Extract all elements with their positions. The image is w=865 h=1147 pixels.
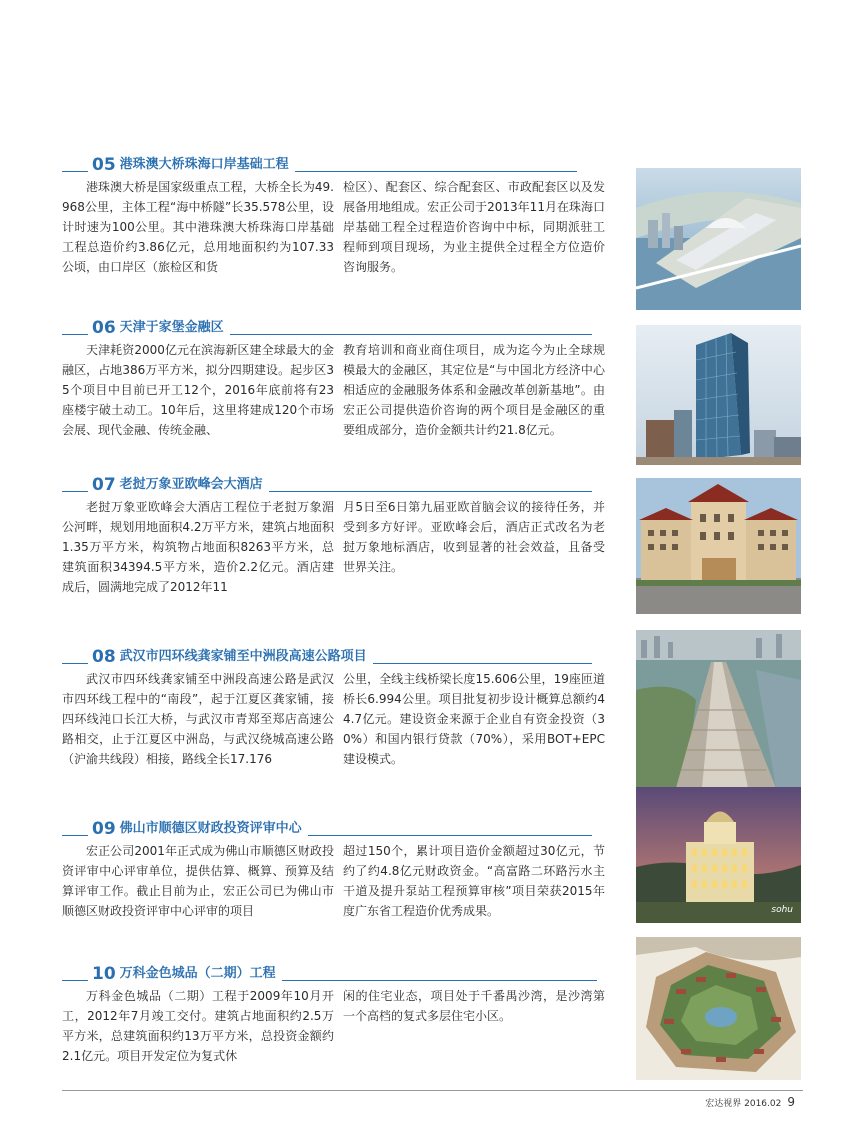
body-right: 检区）、配套区、综合配套区、市政配套区以及发展备用地组成。宏正公司于2013年11月在珠海口岸基础工程全过程造价咨询中中标，同期派驻工程师到项目现场，为业主提供全过程全方位造价咨询服务。 — [343, 180, 605, 274]
section-heading — [62, 471, 592, 495]
body-left: 武汉市四环线龚家铺至中洲段高速公路是武汉市四环线工程中的“南段”，起于江夏区龚家铺，接四环线沌口长江大桥，与武汉市青郑至郑店高速公路相交，止于江夏区中洲岛，与武汉绕城高速公路（沪渝共线段）相接，路线全长17.176 — [62, 672, 334, 766]
photo-hotel — [636, 478, 801, 614]
section-number: 05 — [92, 155, 116, 175]
photo-bridge-port — [636, 168, 801, 310]
photo-residential-site-plan — [636, 937, 801, 1080]
body-left: 港珠澳大桥是国家级重点工程，大桥全长为49.968公里，主体工程“海中桥隧”长35.578公里，设计时速为100公里。其中港珠澳大桥珠海口岸基础工程总造价约3.86亿元，总用地面积约为107.33公顷，由口岸区（旅检区和货 — [62, 180, 334, 274]
body-right: 超过150个，累计项目造价金额超过30亿元，节约了约4.8亿元财政资金。“高富路二环路污水主干道及提升泵站工程预算审核”项目荣获2015年度广东省工程造价优秀成果。 — [343, 844, 605, 918]
section-title: 港珠澳大桥珠海口岸基础工程 — [119, 157, 289, 172]
photo-highway — [636, 630, 801, 788]
section-number: 07 — [92, 475, 116, 495]
body-left: 天津耗资2000亿元在滨海新区建全球最大的金融区，占地386万平方米，拟分四期建设。起步区35个项目中目前已开工12个，2016年底前将有23座楼宇破土动工。10年后，这里将建成120个市场会展、现代金融、传统金融、 — [62, 343, 334, 437]
section-heading — [62, 815, 592, 839]
section-title: 老挝万象亚欧峰会大酒店 — [119, 477, 263, 492]
body-right: 月5日至6日第九届亚欧首脑会议的接待任务，并受到多方好评。亚欧峰会后，酒店正式改名为老挝万象地标酒店，收到显著的社会效益，且备受世界关注。 — [343, 500, 605, 574]
page-footer — [705, 1095, 795, 1109]
section-title: 天津于家堡金融区 — [119, 320, 224, 335]
section-heading — [62, 151, 577, 175]
section-heading — [62, 960, 597, 984]
photo-domed-building — [636, 787, 801, 923]
section-title: 佛山市顺德区财政投资评审中心 — [119, 821, 302, 836]
body-left: 老挝万象亚欧峰会大酒店工程位于老挝万象湄公河畔，规划用地面积4.2万平方米，建筑占地面积1.35万平方米，构筑物占地面积8263平方米，总建筑面积34394.5平方米，造价2.2亿元。酒店建成后，圆满地完成了2012年11 — [62, 500, 334, 594]
body-left: 宏正公司2001年正式成为佛山市顺德区财政投资评审中心评审单位，提供估算、概算、预算及结算评审工作。截止目前为止，宏正公司已为佛山市顺德区财政投资评审中心评审的项目 — [62, 844, 334, 918]
body-left: 万科金色城品（二期）工程于2009年10月开工，2012年7月竣工交付。建筑占地面积约2.5万平方米，总建筑面积约13万平方米，总投资金额约2.1亿元。项目开发定位为复式休 — [62, 989, 334, 1063]
section-heading — [62, 643, 592, 667]
section-title: 武汉市四环线龚家铺至中洲段高速公路项目 — [119, 649, 367, 664]
body-right: 公里，全线主线桥梁长度15.606公里，19座匝道桥长6.994公里。项目批复初步设计概算总额约44.7亿元。建设资金来源于企业自有资金投资（30%）和国内银行贷款（70%），采用BOT+EPC建设模式。 — [343, 672, 605, 766]
section-number: 10 — [92, 964, 116, 984]
section-number: 09 — [92, 819, 116, 839]
magazine-issue: 宏达视界 2016.02 — [705, 1099, 782, 1109]
footer-rule — [62, 1090, 803, 1091]
section-title: 万科金色城品（二期）工程 — [119, 966, 276, 981]
section-number: 08 — [92, 647, 116, 667]
photo-watermark: sohu — [771, 905, 793, 915]
body-right: 教育培训和商业商住项目，成为迄今为止全球规模最大的金融区，其定位是“与中国北方经济中心相适应的金融服务体系和金融改革创新基地”。由宏正公司提供造价咨询的两个项目是金融区的重要组成部分，造价金额共计约21.8亿元。 — [343, 343, 605, 437]
photo-glass-tower — [636, 325, 801, 465]
body-right: 闲的住宅业态，项目处于千番禺沙湾，是沙湾第一个高档的复式多层住宅小区。 — [343, 989, 605, 1023]
section-number: 06 — [92, 318, 116, 338]
section-heading — [62, 314, 592, 338]
page-number: 9 — [787, 1095, 795, 1109]
